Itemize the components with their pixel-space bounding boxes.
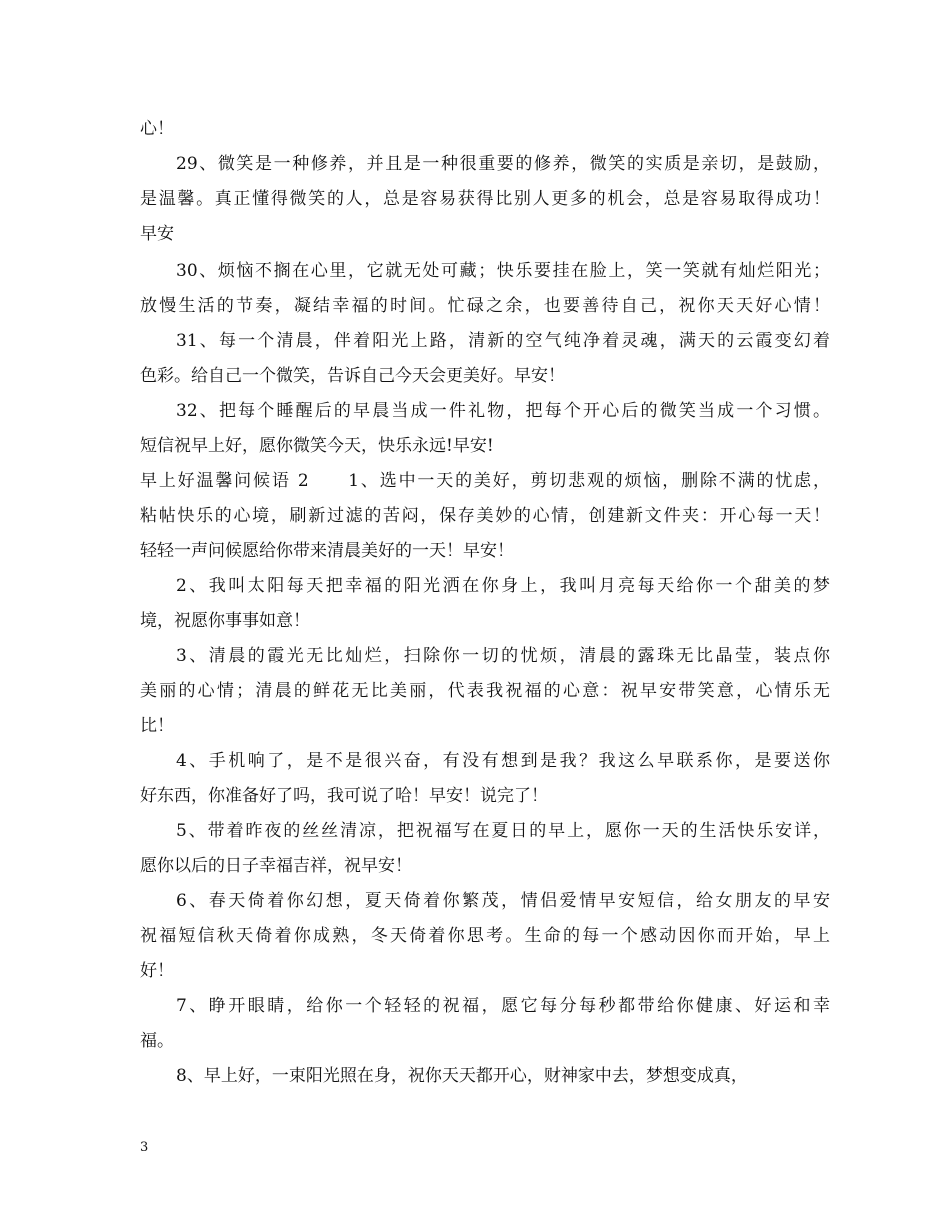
paragraph-line: 6、春天倚着你幻想，夏天倚着你繁茂，情侣爱情早安短信，给女朋友的早安	[176, 891, 830, 911]
section-heading-line: 早上好温馨问候语 2 1、选中一天的美好，剪切悲观的烦恼，删除不满的忧虑，	[140, 471, 830, 491]
text-line: 美丽的心情；清晨的鲜花无比美丽，代表我祝福的心意：祝早安带笑意，心情乐无	[140, 681, 830, 701]
text-line: 早安	[140, 224, 174, 244]
paragraph-line: 5、带着昨夜的丝丝清凉，把祝福写在夏日的早上，愿你一天的生活快乐安详，	[176, 821, 830, 841]
text-line: 比！	[140, 716, 174, 736]
text-line: 短信祝早上好，愿你微笑今天，快乐永远!早安!	[140, 436, 494, 456]
text-line: 好东西，你准备好了吗，我可说了哈！早安！说完了！	[140, 786, 548, 806]
text-line: 色彩。给自己一个微笑，告诉自己今天会更美好。早安！	[140, 366, 565, 386]
text-line: 粘帖快乐的心境，刷新过滤的苦闷，保存美妙的心情，创建新文件夹：开心每一天！	[140, 506, 830, 526]
page-number: 3	[140, 1140, 149, 1155]
text-line: 好！	[140, 961, 174, 981]
paragraph-line: 29、微笑是一种修养，并且是一种很重要的修养，微笑的实质是亲切，是鼓励，	[176, 154, 830, 174]
text-line: 轻轻一声问候愿给你带来清晨美好的一天！早安！	[140, 541, 514, 561]
text-line: 境，祝愿你事事如意！	[140, 611, 310, 631]
paragraph-line: 4、手机响了，是不是很兴奋，有没有想到是我？我这么早联系你，是要送你	[176, 751, 830, 771]
text-line: 祝福短信秋天倚着你成熟，冬天倚着你思考。生命的每一个感动因你而开始，早上	[140, 926, 830, 946]
text-line: 放慢生活的节奏，凝结幸福的时间。忙碌之余，也要善待自己，祝你天天好心情！	[140, 296, 830, 316]
paragraph-line: 8、早上好，一束阳光照在身，祝你天天都开心，财神家中去，梦想变成真，	[176, 1066, 748, 1086]
text-line: 愿你以后的日子幸福吉祥，祝早安！	[140, 856, 412, 876]
text-line: 心！	[140, 119, 174, 139]
paragraph-line: 2、我叫太阳每天把幸福的阳光洒在你身上，我叫月亮每天给你一个甜美的梦	[176, 576, 830, 596]
text-line: 是温馨。真正懂得微笑的人，总是容易获得比别人更多的机会，总是容易取得成功！	[140, 189, 830, 209]
paragraph-line: 30、烦恼不搁在心里，它就无处可藏；快乐要挂在脸上，笑一笑就有灿烂阳光；	[176, 261, 830, 281]
paragraph-line: 3、清晨的霞光无比灿烂，扫除你一切的忧烦，清晨的露珠无比晶莹，装点你	[176, 646, 830, 666]
paragraph-line: 32、把每个睡醒后的早晨当成一件礼物，把每个开心后的微笑当成一个习惯。	[176, 401, 830, 421]
paragraph-line: 31、每一个清晨，伴着阳光上路，清新的空气纯净着灵魂，满天的云霞变幻着	[176, 331, 830, 351]
paragraph-line: 7、睁开眼睛，给你一个轻轻的祝福，愿它每分每秒都带给你健康、好运和幸	[176, 996, 830, 1016]
text-line: 福。	[140, 1031, 174, 1051]
